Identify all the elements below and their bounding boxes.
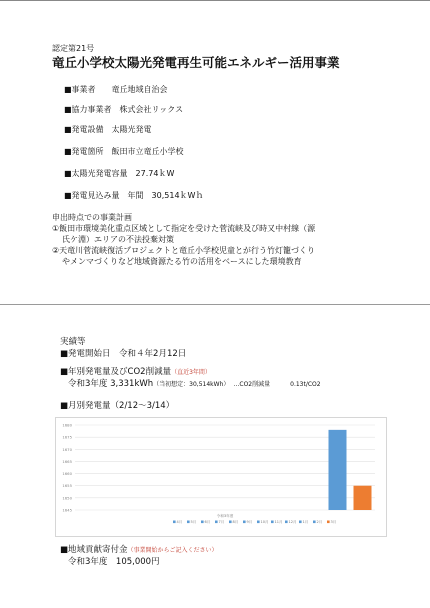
cert-number: 認定第21号 (52, 44, 95, 53)
plan-line: ①飯田市環境美化重点区域として指定を受けた菅流峡及び時又中村線（源 (52, 224, 316, 233)
donation-note: （事業開始からご記入ください） (127, 547, 218, 554)
chart-title: 令和3年度 (216, 514, 234, 518)
legend-label: 12月 (288, 520, 297, 524)
legend-swatch (201, 521, 204, 524)
y-tick-label: 1660 (62, 471, 72, 477)
annual-values (68, 377, 321, 389)
donation-label: ■地域貢献寄付金 (60, 545, 128, 555)
legend-swatch (173, 521, 176, 524)
start-date: ■発電開始日 令和４年2月12日 (60, 349, 187, 359)
legend-swatch (271, 521, 274, 524)
y-tick-label: 1675 (62, 434, 72, 440)
legend-swatch (299, 521, 302, 524)
item-operator: ■事業者 竜丘地域自治会 (64, 85, 168, 94)
legend-label: 1月 (302, 520, 309, 524)
annual-label: ■年別発電量及びCO2削減量 (60, 367, 172, 377)
annual-year-value: 令和3年度 3,331kWh (68, 379, 154, 389)
y-tick-label: 1680 (62, 422, 72, 428)
legend-label: 2月 (316, 520, 323, 524)
item-location: ■発電箇所 飯田市立竜丘小学校 (64, 147, 184, 156)
legend-swatch (313, 521, 316, 524)
co2-value: 0.13t/CO2 (290, 381, 321, 388)
y-tick-label: 1645 (62, 507, 72, 513)
item-capacity: ■太陽光発電容量 27.74ｋW (64, 169, 175, 178)
y-tick-label: 1650 (62, 495, 72, 501)
annual-assumed: （当初想定：30,514kWh） (153, 381, 230, 388)
legend-label: 9月 (246, 520, 253, 524)
legend-label: 6月 (204, 520, 211, 524)
monthly-generation-heading: ■月別発電量（2/12～3/14） (60, 401, 175, 411)
page-title: 竜丘小学校太陽光発電再生可能エネルギー活用事業 (52, 55, 340, 70)
annual-note: （直近3年間） (171, 369, 211, 376)
legend-label: 10月 (260, 520, 269, 524)
legend-label: 11月 (274, 520, 283, 524)
y-tick-label: 1655 (62, 483, 72, 489)
slide-2 (0, 305, 430, 608)
bar-2月 (329, 430, 347, 510)
donation-value: 令和3年度 105,000円 (68, 557, 160, 567)
y-tick-label: 1670 (62, 446, 72, 452)
results-heading: 実績等 (60, 337, 86, 347)
legend-swatch (243, 521, 246, 524)
legend-swatch (229, 521, 232, 524)
legend-swatch (257, 521, 260, 524)
chart-plot (55, 417, 385, 535)
legend-label: 3月 (330, 520, 337, 524)
donation-heading (60, 543, 218, 555)
item-facility: ■発電設備 太陽光発電 (64, 125, 152, 134)
legend-swatch (187, 521, 190, 524)
plan-line: 氏ケ淵）エリアの不法投棄対策 (62, 235, 174, 244)
legend-swatch (327, 521, 330, 524)
co2-label: …CO2削減量 (233, 381, 271, 388)
legend-label: 7月 (218, 520, 225, 524)
y-tick-label: 1665 (62, 458, 72, 464)
legend-swatch (285, 521, 288, 524)
plan-heading: 申出時点での事業計画 (52, 213, 132, 222)
plan-line: やメンマづくりなど地域資源たる竹の活用をベースにした環境教育 (62, 257, 302, 266)
legend-label: 4月 (176, 520, 183, 524)
legend-label: 5月 (190, 520, 197, 524)
bar-3月 (354, 486, 372, 510)
item-partner: ■協力事業者 株式会社リックス (64, 105, 184, 114)
annual-generation-heading (60, 365, 211, 377)
item-expected-output: ■発電見込み量 年間 30,514ｋWｈ (64, 191, 204, 200)
legend-label: 8月 (232, 520, 239, 524)
legend-swatch (215, 521, 218, 524)
plan-line: ②天竜川菅流峡復活プロジェクトと竜丘小学校児童とが行う竹灯籠づくり (52, 246, 316, 255)
